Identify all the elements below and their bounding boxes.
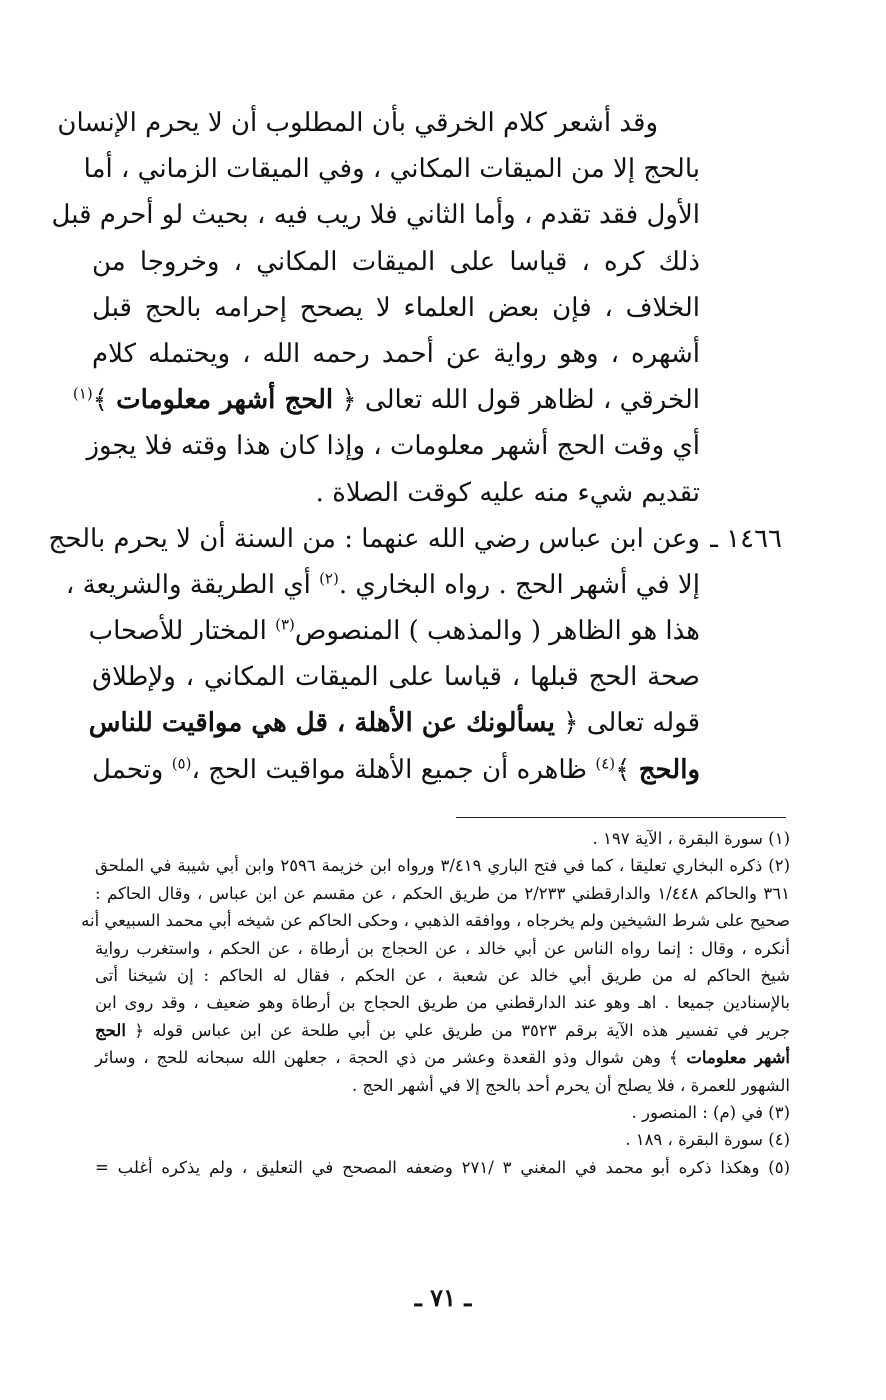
footnote-line: (٣) في (م) : المنصور . — [631, 1102, 790, 1122]
line-text: ﴾ وهن شوال وذو القعدة وعشر من ذي الحجة ، جعلهن الله سبحانه للحج ، وسائر — [95, 1048, 687, 1068]
text-line: الأول فقد تقدم ، وأما الثاني فلا ريب فيه ، بحيث لو أحرم قبل — [51, 200, 700, 231]
line-text: إلا في أشهر الحج . رواه البخاري . — [338, 569, 700, 600]
line-text: جرير في تفسير هذه الآية برقم ٣٥٢٣ من طريق علي بن أبي طلحة عن ابن عباس قوله ﴿ — [125, 1020, 791, 1040]
line-text: الخرقي ، لظاهر قول الله تعالى ﴿ — [333, 385, 700, 416]
quran-verse: الحج أشهر معلومات — [116, 385, 334, 416]
text-line — [65, 562, 700, 608]
text-line: ذلك كره ، قياسا على الميقات المكاني ، وخروجا من — [92, 246, 700, 277]
footnote-line: ٣٦١ والحاكم ١/٤٤٨ والدارقطني ٢/٢٣٣ من طريق الحكم ، عن مقسم عن ابن عباس ، وقال الحاكم : — [95, 883, 790, 903]
footnote-line: الشهور للعمرة ، فلا يصلح أن يحرم أحد بالحج إلا في أشهر الحج . — [352, 1075, 790, 1095]
text-line: أي وقت الحج أشهر معلومات ، وإذا كان هذا وقته فلا يجوز — [86, 431, 700, 462]
line-text: ﴾ — [92, 385, 117, 416]
line-text: ظاهره أن جميع الأهلة مواقيت الحج ، — [191, 754, 596, 785]
text-line: صحة الحج قبلها ، قياسا على الميقات المكاني ، ولإطلاق — [92, 662, 700, 693]
footnote-ref: (١) — [72, 384, 93, 403]
line-text: وتحمل — [92, 754, 172, 785]
line-text: ﴾ — [615, 754, 639, 785]
footnote-ref: (٤) — [595, 753, 616, 772]
footnote-line: (٢) ذكره البخاري تعليقا ، كما في فتح الباري ٣/٤١٩ ورواه ابن خزيمة ٢٥٩٦ وابن أبي شيبة في الملحق — [95, 856, 790, 876]
text-line: الخلاف ، فإن بعض العلماء لا يصحح إحرامه بالحج قبل — [92, 292, 700, 323]
paragraph-1 — [51, 100, 700, 516]
text-line-quran — [88, 700, 700, 746]
footnote-separator — [456, 817, 786, 818]
quran-verse: يسألونك عن الأهلة ، قل هي مواقيت للناس — [88, 708, 555, 739]
line-text: قوله تعالى ﴿ — [554, 708, 700, 739]
footnote-line: بالإسنادين جميعا . اهـ وهو عند الدارقطني من طريق الحجاج بن أرطاة وهو ضعيف ، وقد روى ابن — [95, 993, 790, 1013]
text-line-quran — [92, 747, 700, 793]
footnote-line: (١) سورة البقرة ، الآية ١٩٧ . — [592, 829, 790, 848]
line-text: المختار للأصحاب — [88, 616, 276, 647]
footnote-line — [95, 1017, 790, 1044]
text-line — [88, 608, 700, 654]
footnote-line: (٤) سورة البقرة ، ١٨٩ . — [625, 1130, 790, 1150]
text-line: وعن ابن عباس رضي الله عنهما : من السنة أن لا يحرم بالحج — [48, 523, 700, 554]
paragraph-1466 — [48, 516, 782, 793]
footnote-line: (٥) وهكذا ذكره أبو محمد في المغني ٣ /٢٧١ وضعفه المصحح في التعليق ، ولم يذكره أغلب = — [95, 1157, 790, 1177]
quran-verse: والحج — [638, 754, 701, 785]
line-text: هذا هو الظاهر ( والمذهب ) المنصوص — [294, 616, 700, 647]
text-line-quran — [72, 377, 700, 423]
page-number: ـ ٧١ ـ — [414, 1283, 472, 1312]
footnote-line: أنكره ، وقال : إنما رواه الناس عن أبي خالد ، عن الحجاج بن أرطاة ، عن الحكم ، واستغرب رواية — [95, 938, 790, 958]
main-text — [48, 100, 782, 793]
footnote-line: شيخ الحاكم له من طريق أبي خالد عن شعبة ، عن الحكم ، فقال له الحاكم : إن شيخنا أتى — [95, 965, 790, 985]
quran-verse: أشهر معلومات — [686, 1048, 791, 1068]
text-line: وقد أشعر كلام الخرقي بأن المطلوب أن لا يحرم الإنسان — [57, 108, 658, 138]
footnote-ref: (٢) — [319, 569, 339, 588]
footnote-line — [95, 1044, 790, 1071]
footnote-line: صحيح على شرط الشيخين ولم يخرجاه ، ووافقه الذهبي ، وحكى الحاكم عن شيخه أبي محمد السبيعي أنه — [81, 911, 790, 931]
hadith-number: ١٤٦٦ ـ — [710, 523, 782, 554]
footnote-ref: (٣) — [275, 615, 295, 634]
footnote-ref: (٥) — [171, 753, 192, 772]
line-text: أي الطريقة والشريعة ، — [65, 569, 320, 600]
quran-verse: الحج — [95, 1020, 126, 1040]
text-line: أشهره ، وهو رواية عن أحمد رحمه الله ، ويحتمله كلام — [92, 338, 700, 369]
footnotes — [81, 825, 791, 1181]
text-line: تقديم شيء منه عليه كوقت الصلاة . — [315, 477, 700, 508]
text-line: بالحج إلا من الميقات المكاني ، وفي الميقات الزماني ، أما — [83, 154, 700, 185]
